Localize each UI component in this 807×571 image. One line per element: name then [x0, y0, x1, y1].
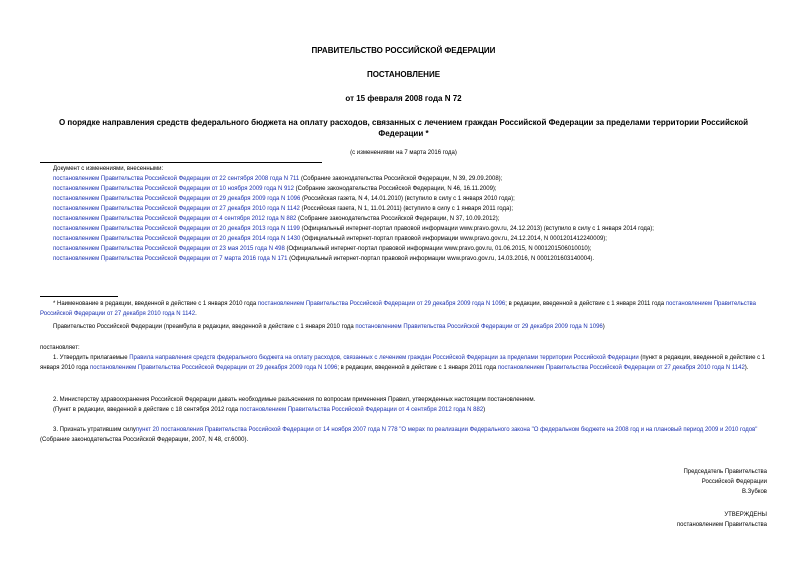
paragraph-3: 3. Признать утратившим силупункт 20 постановления Правительства Российской Федерации от 14 ноября 2007 года N 778 "О мерах по реализации Федерального закона "О федеральном бюджете на 2008 год и на плановый период 2009 и 2010 годов" (Собрание законодательства Российской Федерации, 2007, N 48, ст.6000). — [40, 427, 758, 443]
amendments-list — [40, 164, 767, 264]
edition-note: (с изменениями на 7 марта 2016 года) — [350, 150, 457, 156]
paragraph-2: 2. Министерству здравоохранения Российской Федерации давать необходимые разъяснения по вопросам применения Правил, утвержденных настоящим постановлением. (Пункт в редакции, введенной в действие с 18 сентября 2012 года постановлением Правительства Российской Федерации от 4 сентября 2012 года N 882) — [53, 397, 536, 413]
amendment-item: постановлением Правительства Российской Федерации от 10 ноября 2009 года N 912 (Собрание законодательства Российской Федерации, N 46, 16.11.2009); — [53, 186, 497, 192]
amendments-intro: Документ с изменениями, внесенными: — [53, 166, 164, 172]
approved-label: УТВЕРЖДЕНЫ — [724, 512, 767, 518]
paragraph-1-link[interactable]: постановлением Правительства Российской Федерации от 29 декабря 2009 года N 1096 — [90, 365, 338, 371]
footnote-link[interactable]: постановлением Правительства Российской Федерации от 27 декабря 2010 года N 1142 — [40, 301, 756, 317]
paragraph-3-link[interactable]: пункт 20 постановления Правительства Российской Федерации от 14 ноября 2007 года N 778 "О мерах по реализации Федерального закона "О федеральном бюджете на 2008 год и на плановый период 2009 и 2010 годов" — [135, 427, 758, 433]
amendment-link[interactable]: постановлением Правительства Российской Федерации от 20 декабря 2013 года N 1199 — [53, 226, 300, 232]
issuing-authority: ПРАВИТЕЛЬСТВО РОССИЙСКОЙ ФЕДЕРАЦИИ — [311, 46, 496, 55]
amendment-item: постановлением Правительства Российской Федерации от 22 сентября 2008 года N 711 (Собрание законодательства Российской Федерации, N 39, 29.09.2008); — [53, 176, 503, 182]
preamble: Правительство Российской Федерации (преамбула в редакции, введенной в действие с 1 января 2010 года постановлением Правительства Российской Федерации от 29 декабря 2009 года N 1096) — [53, 324, 605, 330]
paragraph-1-link[interactable]: постановлением Правительства Российской Федерации от 27 декабря 2010 года N 1142 — [497, 365, 745, 371]
paragraph-1: 1. Утвердить прилагаемые Правила направления средств федерального бюджета на оплату расходов, связанных с лечением граждан Российской Федерации за пределами территории Российской Федерации (пункт в редакции, введенной в действие с 1 января 2010 года постановлением Правительства Российской Федерации от 29 декабря 2009 года N 1096; в редакции, введенной в действие с 1 января 2011 года постановлением Правительства Российской Федерации от 27 декабря 2010 года N 1142). — [40, 355, 766, 371]
amendment-item: постановлением Правительства Российской Федерации от 4 сентября 2012 года N 882 (Собрание законодательства Российской Федерации, N 37, 10.09.2012); — [53, 216, 500, 222]
approved-by: постановлением Правительства — [676, 522, 767, 528]
approved-block — [677, 510, 767, 530]
document-date-number: от 15 февраля 2008 года N 72 — [345, 94, 462, 103]
footnote: * Наименование в редакции, введенной в действие с 1 января 2010 года постановлением Правительства Российской Федерации от 29 декабря 2009 года N 1096; в редакции, введенной в действие с 1 января 2011 года постановлением Правительства Российской Федерации от 27 декабря 2010 года N 1142. — [40, 301, 756, 317]
signature-position: Председатель Правительства — [683, 469, 767, 475]
signature-name: В.Зубков — [741, 489, 767, 495]
amendment-item: постановлением Правительства Российской Федерации от 27 декабря 2010 года N 1142 (Российская газета, N 1, 11.01.2011) (вступило в силу с 1 января 2011 года); — [53, 206, 514, 212]
amendment-link[interactable]: постановлением Правительства Российской Федерации от 29 декабря 2009 года N 1096 — [53, 196, 301, 202]
document-title: О порядке направления средств федерального бюджета на оплату расходов, связанных с лечением граждан Российской Федерации за пределами территории Российской Федерации * — [58, 118, 749, 138]
amendment-link[interactable]: постановлением Правительства Российской Федерации от 10 ноября 2009 года N 912 — [53, 186, 294, 192]
separator-line — [40, 162, 322, 163]
amendment-link[interactable]: постановлением Правительства Российской Федерации от 20 декабря 2014 года N 1430 — [53, 236, 301, 242]
decides-label: постановляет: — [40, 345, 80, 351]
amendment-item: постановлением Правительства Российской Федерации от 29 декабря 2009 года N 1096 (Российская газета, N 4, 14.01.2010) (вступило в силу с 1 января 2010 года); — [53, 196, 515, 202]
amendment-link[interactable]: постановлением Правительства Российской Федерации от 4 сентября 2012 года N 882 — [53, 216, 297, 222]
amendment-link[interactable]: постановлением Правительства Российской Федерации от 7 марта 2016 года N 171 — [53, 256, 288, 262]
rules-link[interactable]: Правила направления средств федерального бюджета на оплату расходов, связанных с лечением граждан Российской Федерации за пределами территории Российской Федерации — [129, 355, 639, 361]
paragraph-2-link[interactable]: постановлением Правительства Российской Федерации от 4 сентября 2012 года N 882 — [239, 407, 484, 413]
preamble-link[interactable]: постановлением Правительства Российской Федерации от 29 декабря 2009 года N 1096 — [355, 324, 603, 330]
document-type: ПОСТАНОВЛЕНИЕ — [366, 70, 441, 79]
amendment-item: постановлением Правительства Российской Федерации от 23 мая 2015 года N 498 (Официальный интернет-портал правовой информации www.pravo.gov.ru, 01.06.2015, N 0001201506010010); — [53, 246, 592, 252]
amendment-link[interactable]: постановлением Правительства Российской Федерации от 23 мая 2015 года N 498 — [53, 246, 285, 252]
signature-block — [683, 467, 767, 497]
amendment-link[interactable]: постановлением Правительства Российской Федерации от 27 декабря 2010 года N 1142 — [53, 206, 300, 212]
amendment-link[interactable]: постановлением Правительства Российской Федерации от 22 сентября 2008 года N 711 — [53, 176, 300, 182]
amendment-item: постановлением Правительства Российской Федерации от 20 декабря 2014 года N 1430 (Официальный интернет-портал правовой информации www.pravo.gov.ru, 24.12.2014, N 0001201412240009); — [53, 236, 607, 242]
footnote-separator — [40, 296, 118, 297]
signature-country: Российской Федерации — [701, 479, 767, 485]
amendment-item: постановлением Правительства Российской Федерации от 7 марта 2016 года N 171 (Официальный интернет-портал правовой информации www.pravo.gov.ru, 14.03.2016, N 0001201603140004). — [53, 256, 595, 262]
footnote-link[interactable]: постановлением Правительства Российской Федерации от 29 декабря 2009 года N 1096 — [257, 301, 506, 307]
amendment-item: постановлением Правительства Российской Федерации от 20 декабря 2013 года N 1199 (Официальный интернет-портал правовой информации www.pravo.gov.ru, 24.12.2013) (вступило в силу с 1 января 2014 года); — [53, 226, 654, 232]
